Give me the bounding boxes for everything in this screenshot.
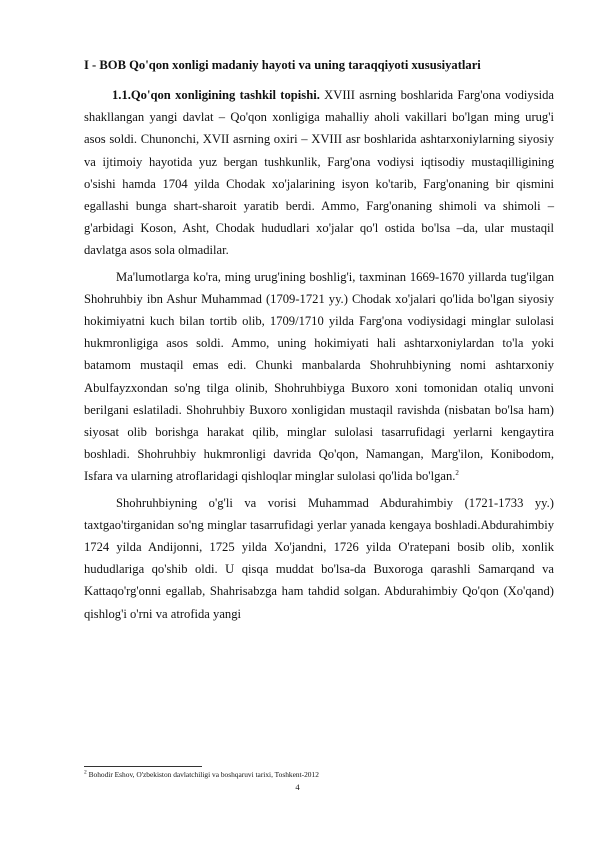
paragraph-2-text: Ma'lumotlarga ko'ra, ming urug'ining boshlig'i, taxminan 1669-1670 yillarda tug'ilgan Shohruhbiy ibn Ashur Muhammad (1709-1721 yy.) Chodak xo'jalari qo'lida bo'lgan siyosiy hokimiyatni kuch bilan tortib olib, 1709/1710 yilda Farg'ona vodiysidagi minglar sulolasi hukmronligiga asos soldi. Ammo, uning hokimiyati hali ashtarxoniylardan to'la yoki batamom mustaqil emas edi. Chunki manbalarda Shohruhbiyning nomi ashtarxoniy Abulfayzxondan so'ng tilga olinib, Shohruhbiyga Buxoro xoni tomonidan otaliq unvoni berilgani eslatiladi. Shohruhbiy Buxoro xonligidan mustaqil ravishda (nisbatan bo'lsa ham) siyosat olib borishga harakat qilib, minglar sulolasi tasarrufidagi yerlarni kengaytira boshladi. Shohruhbiy hukmronligi davrida Qo'qon, Namangan, Marg'ilon, Konibodom, Isfara va ularning atroflaridagi qishloqlar minglar sulolasi qo'lida bo'lgan.: [84, 269, 554, 484]
page-number: 4: [295, 782, 300, 792]
paragraph-2: [84, 266, 554, 488]
footnote-text: Bohodir Eshov, O'zbekiston davlatchiligi va boshqaruvi tarixi, Toshkent-2012: [86, 770, 319, 779]
footnote: [84, 770, 554, 779]
footnote-reference: 2: [455, 469, 459, 478]
body-text: [84, 84, 554, 625]
paragraph-3: [84, 492, 554, 625]
section-title: 1.1.Qo'qon xonligining tashkil topishi.: [112, 88, 320, 102]
paragraph-1-text: XVIII asrning boshlarida Farg'ona vodiysida shakllangan yangi davlat – Qo'qon xonligiga mahalliy aholi vakillari bo'lgan ming urug'i asos soldi. Chunonchi, XVII asrning oxiri – XVIII asr boshlarida ashtarxoniylarning siyosiy va ijtimoiy hayotida yuz bergan tushkunlik, Farg'ona vodiysi iqtisodiy mustaqilligining o'sishi hamda 1704 yilda Chodak xo'jalarining isyon ko'tarib, Farg'onaning bir qismini egallashi bunga shart-sharoit yaratib berdi. Ammo, Farg'onaning shimoli va shimoli – g'arbidagi Koson, Asht, Chodak hududlari xo'jalar qo'l ostida bo'lsa –da, ular mustaqil davlatga asos sola olmadilar.: [84, 88, 554, 258]
paragraph-1: [84, 84, 554, 262]
chapter-title: I - BOB Qo'qon xonligi madaniy hayoti va uning taraqqiyoti xususiyatlari: [84, 58, 481, 72]
footnote-mark: 2: [84, 769, 87, 776]
footnote-divider: [84, 766, 202, 767]
paragraph-3-text: Shohruhbiyning o'g'li va vorisi Muhammad Abdurahimbiy (1721-1733 yy.) taxtgao'tirganidan so'ng minglar tasarrufidagi yerlar yanada kengaya boshladi.Abdurahimbiy 1724 yilda Andijonni, 1725 yilda Xo'jandni, 1726 yilda O'ratepani bosib olib, xonlik hududlariga qo'shib oldi. U qisqa muddat bo'lsa-da Buxoroga qarashli Samarqand va Kattaqo'rg'onni egallab, Shahrisabzga ham tahdid solgan. Abdurahimbiy Qo'qon (Xo'qand) qishlog'i o'rni va atrofida yangi: [84, 495, 554, 621]
